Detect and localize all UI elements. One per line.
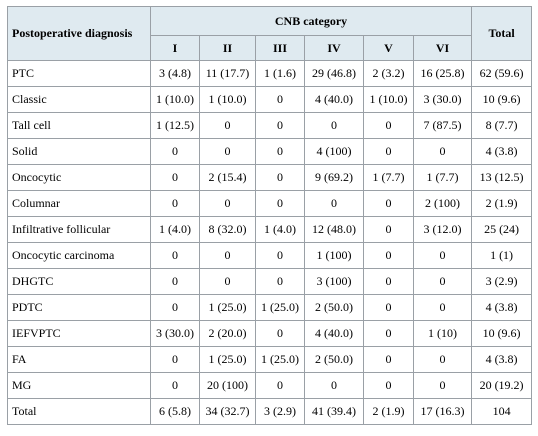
value-cell: 7 (87.5) [414, 113, 472, 139]
value-cell: 2 (20.0) [200, 321, 256, 347]
value-cell: 1 (10.0) [151, 87, 200, 113]
value-cell: 29 (46.8) [305, 61, 364, 87]
value-cell: 34 (32.7) [200, 399, 256, 425]
value-cell: 1 (100) [305, 243, 364, 269]
value-cell: 0 [151, 191, 200, 217]
value-cell: 0 [256, 139, 305, 165]
value-cell: 12 (48.0) [305, 217, 364, 243]
value-cell: 0 [414, 347, 472, 373]
value-cell: 0 [200, 269, 256, 295]
value-cell: 0 [151, 295, 200, 321]
value-cell: 1 (25.0) [256, 295, 305, 321]
category-header: I [151, 36, 200, 61]
diagnosis-cell: Oncocytic [8, 165, 151, 191]
value-cell: 2 (1.9) [364, 399, 414, 425]
value-cell: 2 (100) [414, 191, 472, 217]
value-cell: 1 (10) [414, 321, 472, 347]
table-row [8, 191, 532, 217]
total-cell: 2 (1.9) [472, 191, 532, 217]
value-cell: 1 (10.0) [200, 87, 256, 113]
value-cell: 0 [151, 269, 200, 295]
value-cell: 0 [364, 217, 414, 243]
table-body [8, 61, 532, 425]
value-cell: 0 [364, 243, 414, 269]
value-cell: 0 [364, 347, 414, 373]
diagnosis-cell: Tall cell [8, 113, 151, 139]
category-header: III [256, 36, 305, 61]
value-cell: 4 (40.0) [305, 321, 364, 347]
total-cell: 62 (59.6) [472, 61, 532, 87]
value-cell: 0 [151, 243, 200, 269]
value-cell: 0 [256, 165, 305, 191]
value-cell: 8 (32.0) [200, 217, 256, 243]
diagnosis-cell: Infiltrative follicular [8, 217, 151, 243]
total-cell: 13 (12.5) [472, 165, 532, 191]
value-cell: 1 (10.0) [364, 87, 414, 113]
total-cell: 10 (9.6) [472, 87, 532, 113]
value-cell: 2 (3.2) [364, 61, 414, 87]
value-cell: 2 (50.0) [305, 295, 364, 321]
diagnosis-cell: Classic [8, 87, 151, 113]
value-cell: 1 (4.0) [151, 217, 200, 243]
value-cell: 0 [414, 243, 472, 269]
value-cell: 20 (100) [200, 373, 256, 399]
value-cell: 0 [256, 243, 305, 269]
category-header: VI [414, 36, 472, 61]
value-cell: 0 [256, 191, 305, 217]
table-row [8, 321, 532, 347]
category-header: IV [305, 36, 364, 61]
header-row-group [8, 7, 532, 36]
value-cell: 0 [364, 295, 414, 321]
value-cell: 9 (69.2) [305, 165, 364, 191]
value-cell: 2 (50.0) [305, 347, 364, 373]
total-cell: 104 [472, 399, 532, 425]
category-header: II [200, 36, 256, 61]
value-cell: 0 [151, 139, 200, 165]
value-cell: 0 [151, 165, 200, 191]
value-cell: 0 [256, 321, 305, 347]
diagnosis-cell: Oncocytic carcinoma [8, 243, 151, 269]
value-cell: 0 [364, 373, 414, 399]
value-cell: 1 (25.0) [256, 347, 305, 373]
value-cell: 1 (25.0) [200, 295, 256, 321]
diagnosis-cell: PTC [8, 61, 151, 87]
total-cell: 4 (3.8) [472, 295, 532, 321]
total-cell: 10 (9.6) [472, 321, 532, 347]
total-column-header: Total [472, 7, 532, 61]
total-cell: 4 (3.8) [472, 139, 532, 165]
diagnosis-cell: MG [8, 373, 151, 399]
value-cell: 0 [256, 373, 305, 399]
value-cell: 0 [200, 243, 256, 269]
value-cell: 0 [414, 139, 472, 165]
value-cell: 0 [414, 373, 472, 399]
value-cell: 0 [256, 269, 305, 295]
table-row [8, 373, 532, 399]
value-cell: 0 [364, 139, 414, 165]
value-cell: 0 [305, 373, 364, 399]
cnb-diagnosis-table [7, 6, 532, 425]
table-row [8, 295, 532, 321]
value-cell: 0 [364, 321, 414, 347]
value-cell: 2 (15.4) [200, 165, 256, 191]
value-cell: 1 (12.5) [151, 113, 200, 139]
table-row [8, 113, 532, 139]
total-cell: 4 (3.8) [472, 347, 532, 373]
table-row [8, 87, 532, 113]
diagnosis-cell: FA [8, 347, 151, 373]
table-row [8, 269, 532, 295]
value-cell: 1 (4.0) [256, 217, 305, 243]
total-cell: 1 (1) [472, 243, 532, 269]
value-cell: 1 (1.6) [256, 61, 305, 87]
table-header [8, 7, 532, 61]
table-row [8, 217, 532, 243]
diagnosis-column-header: Postoperative diagnosis [8, 7, 151, 61]
category-header: V [364, 36, 414, 61]
total-cell: 25 (24) [472, 217, 532, 243]
value-cell: 0 [151, 347, 200, 373]
diagnosis-cell: Total [8, 399, 151, 425]
value-cell: 0 [364, 113, 414, 139]
value-cell: 11 (17.7) [200, 61, 256, 87]
value-cell: 0 [305, 191, 364, 217]
value-cell: 17 (16.3) [414, 399, 472, 425]
diagnosis-cell: PDTC [8, 295, 151, 321]
value-cell: 3 (2.9) [256, 399, 305, 425]
value-cell: 0 [256, 113, 305, 139]
value-cell: 0 [200, 191, 256, 217]
table-row [8, 399, 532, 425]
diagnosis-cell: Solid [8, 139, 151, 165]
value-cell: 1 (7.7) [414, 165, 472, 191]
value-cell: 0 [200, 113, 256, 139]
value-cell: 0 [414, 269, 472, 295]
total-cell: 8 (7.7) [472, 113, 532, 139]
value-cell: 41 (39.4) [305, 399, 364, 425]
value-cell: 0 [414, 295, 472, 321]
diagnosis-cell: Columnar [8, 191, 151, 217]
diagnosis-cell: DHGTC [8, 269, 151, 295]
value-cell: 0 [305, 113, 364, 139]
value-cell: 6 (5.8) [151, 399, 200, 425]
table-row [8, 139, 532, 165]
value-cell: 3 (100) [305, 269, 364, 295]
value-cell: 16 (25.8) [414, 61, 472, 87]
value-cell: 3 (12.0) [414, 217, 472, 243]
value-cell: 1 (7.7) [364, 165, 414, 191]
value-cell: 3 (30.0) [151, 321, 200, 347]
value-cell: 0 [364, 269, 414, 295]
value-cell: 0 [364, 191, 414, 217]
value-cell: 3 (4.8) [151, 61, 200, 87]
value-cell: 4 (100) [305, 139, 364, 165]
diagnosis-cell: IEFVPTC [8, 321, 151, 347]
table-row [8, 165, 532, 191]
cnb-category-group-header: CNB category [151, 7, 472, 36]
table-row [8, 347, 532, 373]
total-cell: 20 (19.2) [472, 373, 532, 399]
value-cell: 0 [256, 87, 305, 113]
table-row [8, 243, 532, 269]
value-cell: 4 (40.0) [305, 87, 364, 113]
value-cell: 3 (30.0) [414, 87, 472, 113]
total-cell: 3 (2.9) [472, 269, 532, 295]
value-cell: 0 [200, 139, 256, 165]
value-cell: 1 (25.0) [200, 347, 256, 373]
value-cell: 0 [151, 373, 200, 399]
table-row [8, 61, 532, 87]
